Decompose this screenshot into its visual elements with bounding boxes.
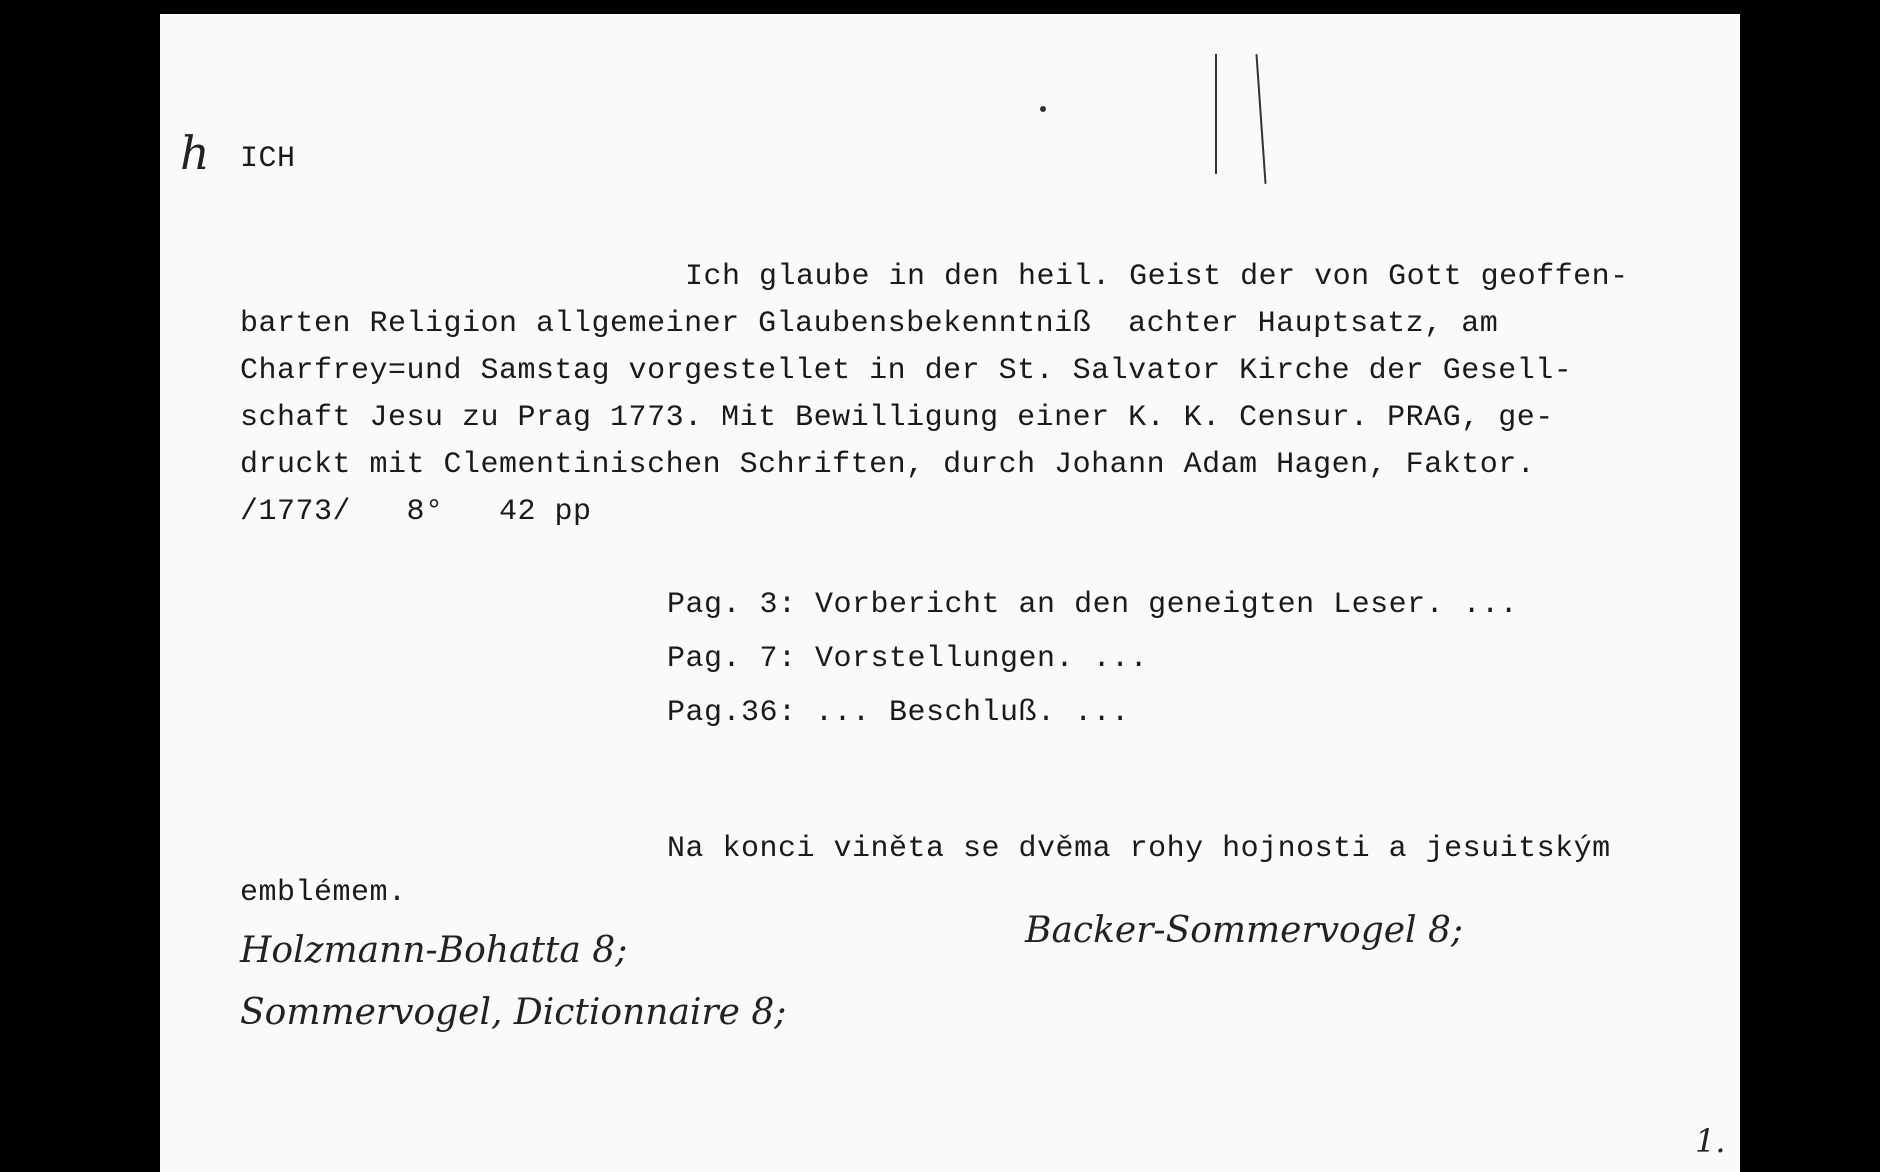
card-heading: ICH (240, 142, 296, 176)
paragraph-line-5: druckt mit Clementinischen Schriften, durch Johann Adam Hagen, Faktor. (240, 448, 1536, 482)
paragraph-line-4: schaft Jesu zu Prag 1773. Mit Bewilligung einer K. K. Censur. PRAG, ge- (240, 401, 1554, 435)
dot-mark (1040, 106, 1046, 112)
paragraph-line-6: /1773/ 8° 42 pp (240, 495, 592, 529)
vertical-scratch-mark-2 (1255, 54, 1266, 184)
handwritten-right-1: Backer-Sommervogel 8; (1025, 910, 1464, 951)
corner-mark: h (180, 126, 210, 180)
vertical-scratch-mark (1215, 54, 1217, 174)
handwritten-left-1: Holzmann-Bohatta 8; (240, 930, 628, 971)
catalog-card (160, 14, 1740, 1172)
paragraph-line-2: barten Religion allgemeiner Glaubensbekenntniß achter Hauptsatz, am (240, 307, 1499, 341)
handwritten-left-2: Sommervogel, Dictionnaire 8; (240, 992, 787, 1033)
note-line-1: Na konci viněta se dvěma rohy hojnosti a jesuitským (667, 832, 1611, 866)
page-entry-2: Pag. 7: Vorstellungen. ... (667, 642, 1149, 676)
paragraph-line-3: Charfrey=und Samstag vorgestellet in der St. Salvator Kirche der Gesell- (240, 354, 1573, 388)
handwritten-page-number: 1. (1695, 1122, 1726, 1160)
page-entry-1: Pag. 3: Vorbericht an den geneigten Leser. ... (667, 588, 1519, 622)
page-entry-3: Pag.36: ... Beschluß. ... (667, 696, 1130, 730)
note-line-2: emblémem. (240, 876, 407, 910)
paragraph-line-1: Ich glaube in den heil. Geist der von Gott geoffen- (685, 260, 1629, 294)
